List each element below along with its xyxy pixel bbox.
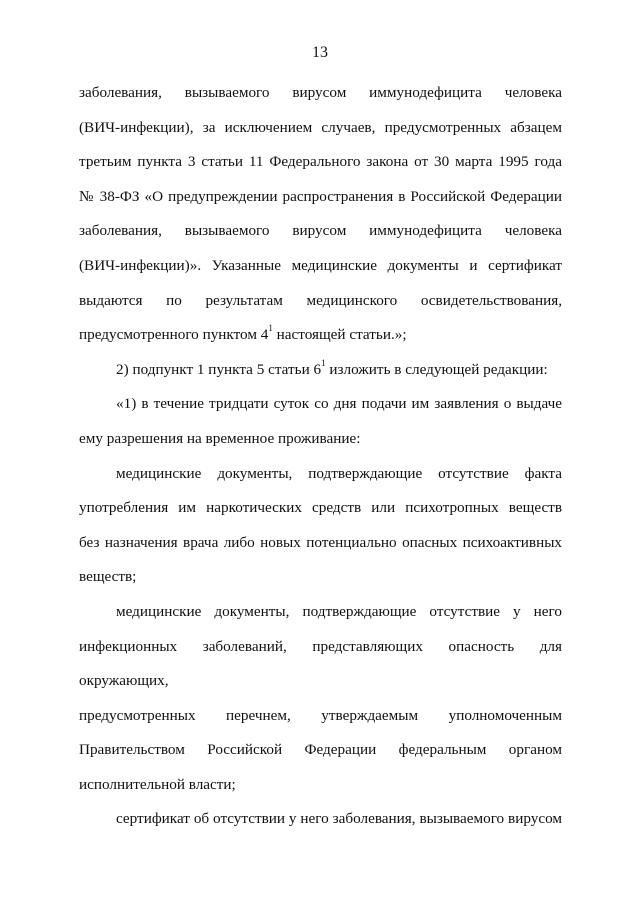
page-number: 13 (312, 44, 328, 61)
text-line (79, 318, 562, 353)
text-line: Правительством Российской Федерации федеральным органом (79, 741, 562, 759)
paragraph-subclause (79, 387, 562, 456)
text-run: настоящей статьи.»; (272, 326, 407, 344)
text-line: инфекционных заболеваний, представляющих опасность для окружающих, (79, 637, 562, 690)
text-run: 2) подпункт 1 пункта 5 статьи 6 (116, 360, 322, 378)
text-run: изложить в следующей редакции: (325, 360, 548, 378)
paragraph-continuation (79, 76, 562, 353)
text-line: заболевания, вызываемого вирусом иммунодефицита человека (79, 222, 562, 240)
document-body (79, 76, 562, 837)
text-line: употребления им наркотических средств или психотропных веществ (79, 499, 562, 517)
paragraph-requirement (79, 595, 562, 803)
text-line: предусмотренных перечнем, утверждаемым уполномоченным (79, 706, 562, 724)
text-line: сертификат об отсутствии у него заболевания, вызываемого вирусом (116, 810, 562, 828)
text-line: веществ; (79, 568, 137, 586)
text-line: № 38-ФЗ «О предупреждении распространения в Российской Федерации (79, 187, 562, 205)
text-line: ему разрешения на временное проживание: (79, 429, 361, 447)
text-line: без назначения врача либо новых потенциально опасных психоактивных (79, 533, 562, 551)
text-line: заболевания, вызываемого вирусом иммунодефицита человека (79, 84, 562, 101)
text-line: третьим пункта 3 статьи 11 Федерального закона от 30 марта 1995 года (79, 153, 562, 171)
paragraph-requirement (79, 457, 562, 595)
text-run: предусмотренного пунктом 4 (79, 326, 269, 344)
text-line (79, 353, 562, 388)
text-line: медицинские документы, подтверждающие отсутствие факта (116, 464, 562, 482)
text-line: «1) в течение тридцати суток со дня подачи им заявления о выдаче (116, 395, 562, 413)
superscript: 1 (321, 357, 326, 368)
paragraph-requirement (79, 802, 562, 837)
text-line: медицинские документы, подтверждающие отсутствие у него (116, 602, 562, 620)
paragraph-amendment-item (79, 353, 562, 388)
text-line: (ВИЧ-инфекции)». Указанные медицинские документы и сертификат (79, 256, 562, 274)
text-line: исполнительной власти; (79, 775, 236, 793)
text-line: (ВИЧ-инфекции), за исключением случаев, предусмотренных абзацем (79, 118, 562, 136)
superscript: 1 (268, 323, 273, 334)
text-line: выдаются по результатам медицинского освидетельствования, (79, 291, 562, 309)
